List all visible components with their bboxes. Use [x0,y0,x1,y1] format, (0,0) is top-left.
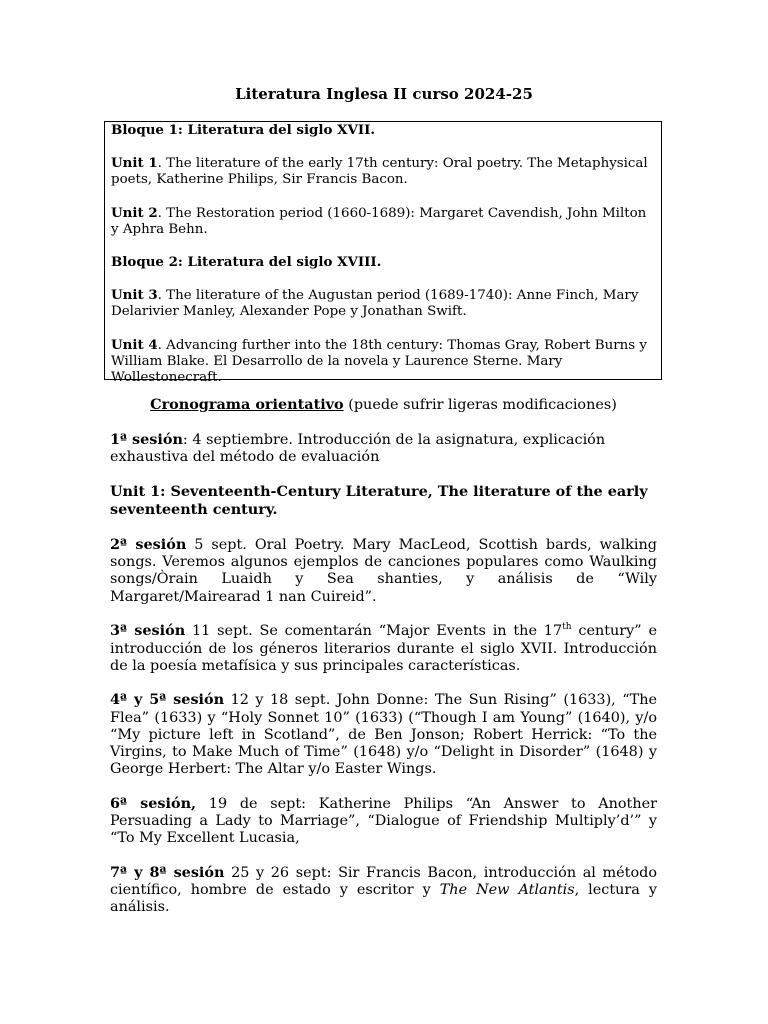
bloque-2-heading: Bloque 2: Literatura del siglo XVIII. [111,254,382,271]
bloque-1-heading: Bloque 1: Literatura del siglo XVII. [111,122,376,138]
schedule-section [110,396,657,917]
session-6: 6ª sesión, 19 de sept: Katherine Philips “An Answer to Another Persuading a Lady to Marriage”, “Dialogue of Friendship Multiply’d’” y “To My Excellent Lucasia, [110,794,657,847]
session-7-8: 7ª y 8ª sesión 25 y 26 sept: Sir Francis Bacon, introducción al método científico, hombre de estado y escritor y The New Atlantis, lectura y análisis. [110,864,657,916]
session-2: 2ª sesión 5 sept. Oral Poetry. Mary MacLeod, Scottish bards, walking songs. Veremos algunos ejemplos de canciones populares como Waulking songs/Òrain Luaidh y Sea shanties, y análisis de “Wily Margaret/Mairearad 1 nan Cuireid”. [110,536,657,605]
session-4-5: 4ª y 5ª sesión 12 y 18 sept. John Donne: The Sun Rising” (1633), “The Flea” (1633) y “Holy Sonnet 10” (1633) (“Though I am Young” (1640), y/o “My picture left in Scotland”, de Ben Jonson; Robert Herrick: “To the Virgins, to Make Much of Time” (1648) y/o “Delight in Disorder” (1648) y George Herbert: The Altar y/o Easter Wings. [110,691,657,778]
unit-1-heading: Unit 1: Seventeenth-Century Literature, The literature of the early seventeenth century. [110,483,648,519]
unit-2-description: Unit 2. The Restoration period (1660-1689): Margaret Cavendish, John Milton y Aphra Behn. [111,204,647,237]
syllabus-box [104,121,662,386]
session-3: 3ª sesión 11 sept. Se comentarán “Major Events in the 17th century” e introducción de los géneros literarios durante el siglo XVII. Introducción de la poesía metafísica y sus principales características. [110,622,657,674]
document-title: Literatura Inglesa II curso 2024-25 [235,85,533,103]
schedule-heading: Cronograma orientativo (puede sufrir ligeras modificaciones) [150,396,617,413]
unit-3-description: Unit 3. The literature of the Augustan period (1689-1740): Anne Finch, Mary Delarivier Manley, Alexander Pope y Jonathan Swift. [111,287,639,320]
session-1: 1ª sesión: 4 septiembre. Introducción de la asignatura, explicación exhaustiva del método de evaluación [110,431,606,466]
unit-1-description: Unit 1. The literature of the early 17th century: Oral poetry. The Metaphysical poets, Katherine Philips, Sir Francis Bacon. [111,155,648,188]
unit-4-description: Unit 4. Advancing further into the 18th century: Thomas Gray, Robert Burns y William Blake. El Desarrollo de la novela y Laurence Sterne. Mary Wollestonecraft. [111,336,647,386]
